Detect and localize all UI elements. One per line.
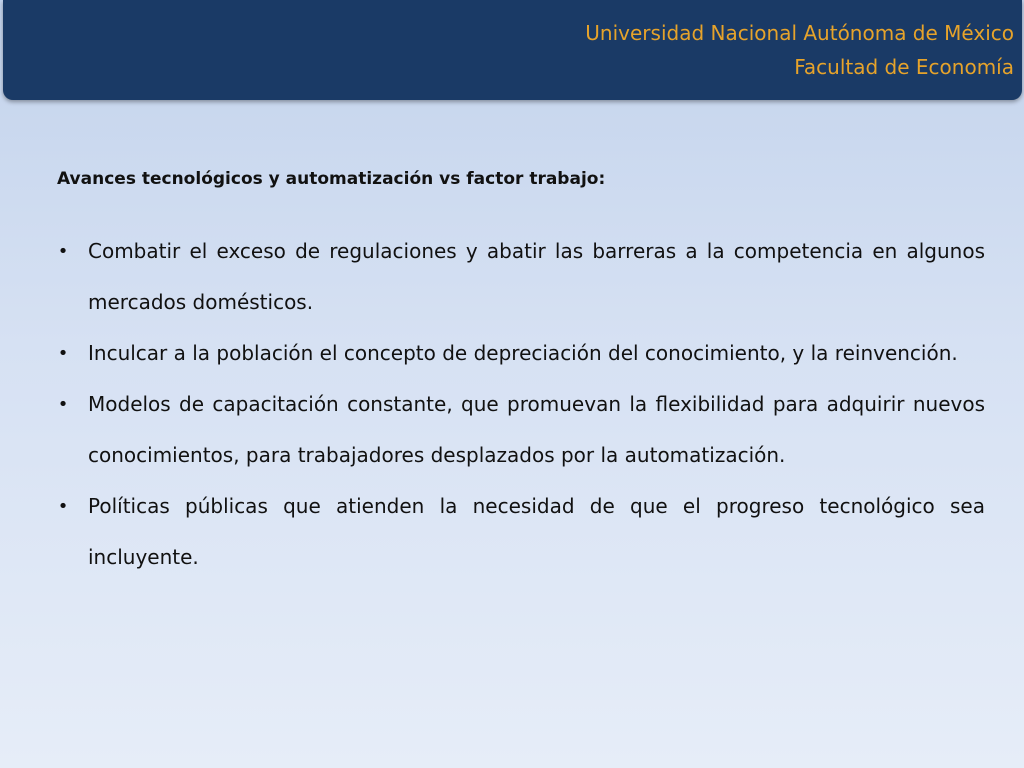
university-name: Universidad Nacional Autónoma de México [585,21,1014,45]
bullet-text: Modelos de capacitación constante, que promuevan la flexibilidad para adquirir nuevos conocimientos, para trabajadores desplazados por la automatización. [88,392,985,467]
bullet-text: Combatir el exceso de regulaciones y abatir las barreras a la competencia en algunos mercados domésticos. [88,239,985,314]
bullet-icon: • [57,496,69,517]
bullet-item [57,328,985,379]
bullet-icon: • [57,241,69,262]
bullet-item [57,481,985,583]
section-title: Avances tecnológicos y automatización vs factor trabajo: [57,169,606,189]
header-banner [3,0,1022,100]
slide-content [57,164,985,583]
bullet-icon: • [57,394,69,415]
bullet-text: Políticas públicas que atienden la necesidad de que el progreso tecnológico sea incluyente. [88,494,985,569]
bullet-item [57,226,985,328]
bullet-text: Inculcar a la población el concepto de depreciación del conocimiento, y la reinvención. [88,341,958,365]
faculty-name: Facultad de Economía [794,55,1014,79]
bullet-icon: • [57,343,69,364]
bullet-list [57,226,985,583]
bullet-item [57,379,985,481]
institution-heading [585,16,1014,84]
